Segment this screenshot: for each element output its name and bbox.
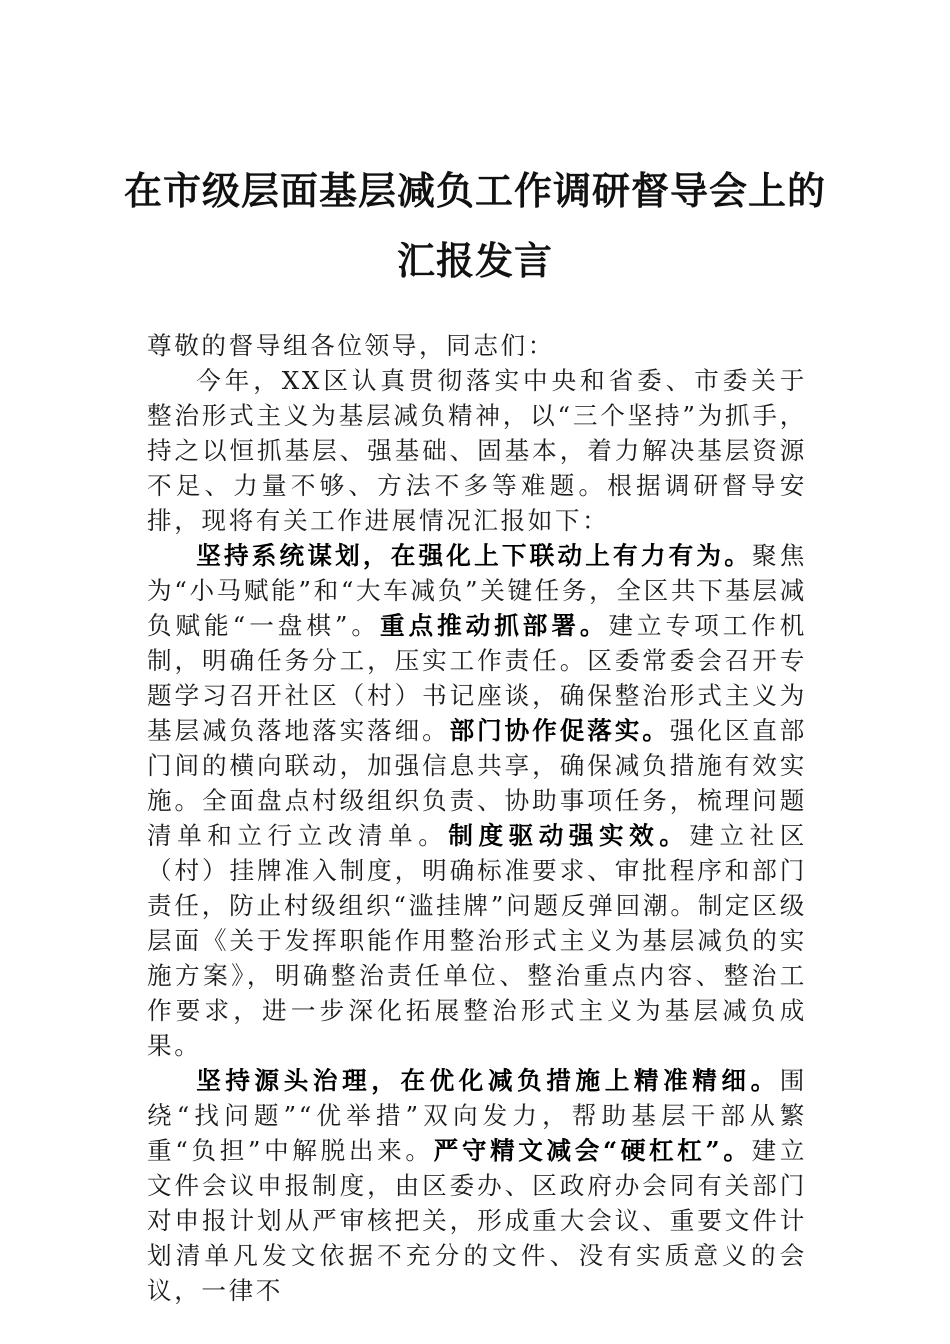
section-1-heading: 坚持系统谋划，在强化上下联动上有力有为。 bbox=[196, 541, 752, 570]
intro-paragraph: 今年，XX区认真贯彻落实中央和省委、市委关于整治形式主义为基层减负精神，以“三个坚持”为抓手，持之以恒抓基层、强基础、固基本，着力解决基层资源不足、力量不够、方法不多等难题。根据调研督导安排，现将有关工作进展情况汇报如下： bbox=[147, 366, 807, 535]
document-title-line-2: 汇报发言 bbox=[396, 238, 553, 283]
section-2-text-1: 围绕“找问题”“优举措”双向发力，帮助基层干部从繁重“负担”中解脱出来。 bbox=[147, 1066, 807, 1165]
section-1-subheading-4: 制度驱动强实效。 bbox=[448, 821, 690, 850]
document-title-line-1: 在市级层面基层减负工作调研督导会上的 bbox=[123, 168, 826, 213]
document-body bbox=[147, 328, 807, 1308]
section-1-subheading-2: 重点推动抓部署。 bbox=[379, 611, 609, 640]
section-1-text-3: 强化区直部门间的横向联动，加强信息共享，确保减负措施有效实施。全面盘点村级组织负责、协助事项任务，梳理问题清单和立行立改清单。 bbox=[147, 716, 807, 850]
section-1-text-2: 建立专项工作机制，明确任务分工，压实工作责任。区委常委会召开专题学习召开社区（村）书记座谈，确保整治形式主义为基层减负落地落实落细。 bbox=[147, 611, 807, 745]
section-2-subheading-2: 严守精文减会“硬杠杠”。 bbox=[433, 1136, 752, 1165]
section-1-paragraph bbox=[147, 538, 807, 1063]
section-1-subheading-3: 部门协作促落实。 bbox=[449, 716, 670, 745]
section-2-heading: 坚持源头治理，在优化减负措施上精准精细。 bbox=[196, 1066, 780, 1095]
section-1-text-1: 聚焦为“小马赋能”和“大车减负”关键任务，全区共下基层减负赋能“一盘棋”。 bbox=[147, 541, 807, 640]
section-1-text-4: 建立社区（村）挂牌准入制度，明确标准要求、审批程序和部门责任，防止村级组织“滥挂牌”问题反弹回潮。制定区级层面《关于发挥职能作用整治形式主义为基层减负的实施方案》，明确整治责任单位、整治重点内容、整治工作要求，进一步深化拓展整治形式主义为基层减负成果。 bbox=[147, 821, 807, 1060]
section-2-text-2: 建立文件会议申报制度，由区委办、区政府办会同有关部门对申报计划从严审核把关，形成重大会议、重要文件计划清单凡发文依据不充分的文件、没有实质意义的会议，一律不 bbox=[147, 1136, 808, 1305]
section-2-paragraph bbox=[147, 1063, 807, 1308]
salutation: 尊敬的督导组各位领导，同志们： bbox=[147, 331, 555, 360]
